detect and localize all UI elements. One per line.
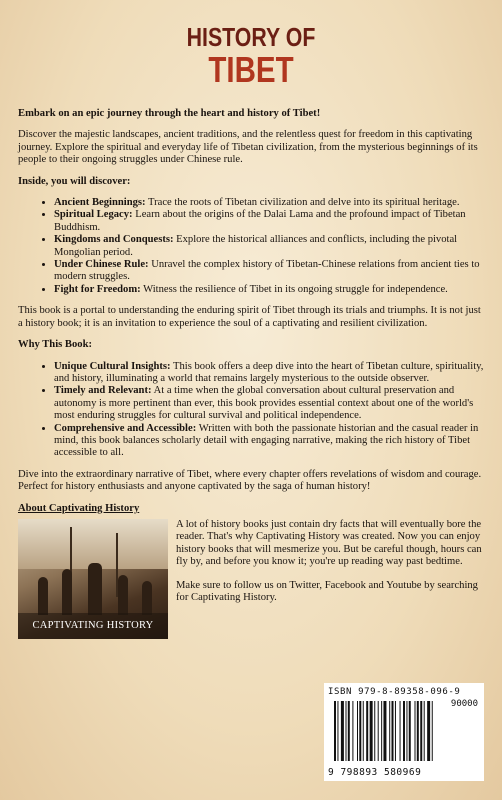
- barcode-bar: [417, 701, 419, 761]
- list-item-term: Kingdoms and Conquests:: [54, 234, 174, 246]
- inside-list: [18, 197, 488, 296]
- barcode-bar: [363, 701, 364, 761]
- isbn-text: ISBN 979-8-89358-096-9: [328, 687, 461, 697]
- why-list: [18, 361, 488, 460]
- list-item: [54, 197, 488, 209]
- barcode-bar: [359, 701, 361, 761]
- barcode-bar: [409, 701, 411, 761]
- list-item-term: Fight for Freedom:: [54, 283, 141, 295]
- barcode-bars: [334, 701, 474, 761]
- back-cover-text: [18, 108, 488, 649]
- barcode: [324, 683, 484, 781]
- barcode-bar: [415, 701, 416, 761]
- list-item: [54, 209, 488, 234]
- image-sky: [18, 519, 168, 569]
- list-item-text: Trace the roots of Tibetan civilization and delve into its spiritual heritage.: [145, 197, 460, 209]
- barcode-bar: [346, 701, 347, 761]
- list-item-text: Written with both the passionate historian and the casual reader in mind, this book balances scholarly detail with engaging narrative, making the rich history of Tibet accessible to all.: [54, 422, 479, 459]
- barcode-bar: [352, 701, 353, 761]
- book-title: [0, 24, 502, 88]
- barcode-bar: [403, 701, 405, 761]
- list-item: [54, 385, 488, 422]
- list-item-term: Unique Cultural Insights:: [54, 360, 171, 372]
- publisher-logo-text: CAPTIVATING HISTORY: [18, 613, 168, 639]
- barcode-bar: [381, 701, 382, 761]
- list-item-text: This book offers a deep dive into the heart of Tibetan culture, spirituality, and history, illuminating a world that remains largely mysterious to the outside observer.: [54, 360, 484, 384]
- list-item-term: Spiritual Legacy:: [54, 209, 133, 221]
- image-figure: [38, 577, 48, 615]
- barcode-bar: [366, 701, 368, 761]
- barcode-number: 9 798893 580969: [328, 767, 422, 778]
- barcode-bar: [370, 701, 373, 761]
- list-item-text: Explore the historical alliances and conflicts, including the pivotal Mongolian period.: [54, 234, 458, 258]
- list-item: [54, 284, 488, 296]
- list-item: [54, 361, 488, 386]
- dive-paragraph: Dive into the extraordinary narrative of Tibet, where every chapter offers revelations of wisdom and courage. Perfect for history enthusiasts and anyone captivated by the saga of human history!: [18, 468, 482, 493]
- list-item: [54, 234, 488, 259]
- why-heading: Why This Book:: [18, 339, 92, 351]
- barcode-bar: [334, 701, 336, 761]
- portal-paragraph: This book is a portal to understanding the enduring spirit of Tibet through its trials and triumphs. It is not just a history book; it is an invitation to experience the soul of a captivating and resilient civilization.: [18, 305, 481, 329]
- barcode-bar: [378, 701, 379, 761]
- intro-paragraph: Discover the majestic landscapes, ancient traditions, and the relentless quest for freedom in this captivating journey. Explore the spiritual and everyday life of Tibetan civilization, from the mysterious beginnings of its people to their ongoing struggles under Chinese rule.: [18, 129, 478, 166]
- barcode-bar: [337, 701, 338, 761]
- list-item-term: Comprehensive and Accessible:: [54, 422, 197, 434]
- list-item-text: Learn about the origins of the Dalai Lama and the profound impact of Tibetan Buddhism.: [54, 209, 466, 233]
- about-heading: About Captivating History: [18, 502, 140, 514]
- title-line-1: HISTORY OF: [186, 22, 316, 52]
- barcode-bar: [389, 701, 390, 761]
- publisher-image: [18, 519, 168, 639]
- list-item: [54, 259, 488, 284]
- barcode-bar: [427, 701, 430, 761]
- price-code: 90000: [450, 699, 478, 709]
- image-figure: [88, 563, 102, 615]
- about-text: [176, 519, 488, 615]
- barcode-bar: [392, 701, 394, 761]
- barcode-bar: [348, 701, 350, 761]
- image-figure: [142, 581, 152, 615]
- image-figure: [62, 569, 72, 615]
- barcode-bar: [383, 701, 386, 761]
- barcode-bar: [400, 701, 401, 761]
- barcode-bar: [357, 701, 358, 761]
- list-item-text: At a time when the global conversation about cultural preservation and autonomy is more pertinent than ever, this book provides essential context about one of the world's most enduring struggles for cultural survival and political independence.: [54, 385, 474, 422]
- list-item: [54, 423, 488, 460]
- list-item-text: Unravel the complex history of Tibetan-Chinese relations from ancient ties to modern struggles.: [54, 259, 480, 283]
- list-item-term: Under Chinese Rule:: [54, 259, 149, 271]
- about-section: [18, 519, 488, 649]
- image-figure: [118, 575, 128, 615]
- barcode-bar: [406, 701, 407, 761]
- barcode-bar: [341, 701, 344, 761]
- intro-heading: Embark on an epic journey through the heart and history of Tibet!: [18, 108, 321, 119]
- list-item-term: Ancient Beginnings:: [54, 197, 146, 209]
- barcode-bar: [420, 701, 422, 761]
- barcode-bar: [432, 701, 433, 761]
- list-item-text: Witness the resilience of Tibet in its ongoing struggle for independence.: [140, 283, 448, 295]
- barcode-bar: [374, 701, 375, 761]
- list-item-term: Timely and Relevant:: [54, 385, 152, 397]
- title-line-2: TIBET: [208, 49, 294, 90]
- inside-heading: Inside, you will discover:: [18, 175, 131, 187]
- about-paragraph-1: A lot of history books just contain dry facts that will eventually bore the reader. That's why Captivating History was created. Now you can enjoy history books that will mesmerize you. But be careful though, hours can fly by, and before you know it; you're up reading way past bedtime.: [176, 518, 482, 568]
- barcode-bar: [395, 701, 396, 761]
- about-paragraph-2: Make sure to follow us on Twitter, Facebook and Youtube by searching for Captivating History.: [176, 579, 478, 603]
- barcode-bar: [424, 701, 425, 761]
